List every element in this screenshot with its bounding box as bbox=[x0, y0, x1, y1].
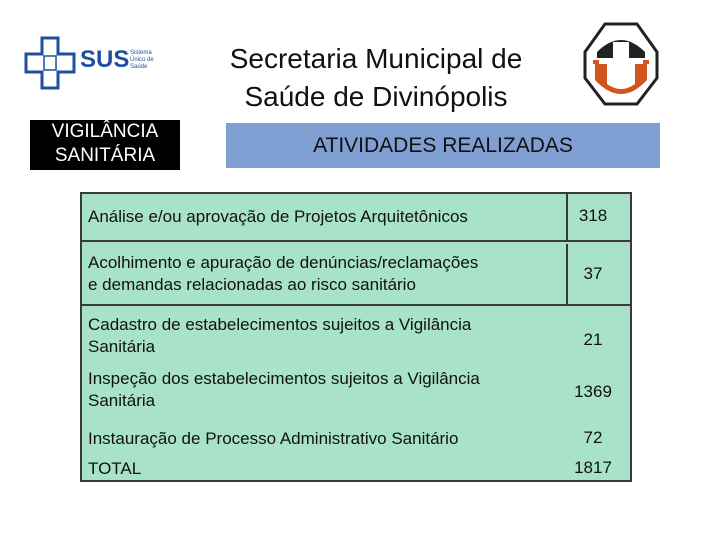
row-value: 21 bbox=[583, 330, 603, 349]
row-value: 37 bbox=[583, 264, 603, 283]
badge-line-1: VIGILÂNCIA bbox=[51, 121, 159, 142]
row-divider bbox=[82, 240, 630, 242]
sus-cross-icon bbox=[24, 36, 76, 90]
sus-logo bbox=[24, 36, 174, 90]
title-line-2: Saúde de Divinópolis bbox=[244, 81, 508, 112]
activities-table bbox=[80, 192, 632, 482]
title-line-1: Secretaria Municipal de bbox=[229, 43, 523, 74]
row-label: Instauração de Processo Administrativo Sanitário bbox=[88, 429, 459, 448]
row-label: Acolhimento e apuração de denúncias/reclamações e demandas relacionadas ao risco sanitário bbox=[88, 253, 479, 294]
row-divider bbox=[82, 304, 630, 306]
row-label: Análise e/ou aprovação de Projetos Arquitetônicos bbox=[88, 207, 468, 226]
row-label: Inspeção dos estabelecimentos sujeitos a Vigilância Sanitária bbox=[88, 369, 480, 410]
row-value: 72 bbox=[583, 428, 603, 447]
row-label: TOTAL bbox=[88, 459, 142, 478]
page-title bbox=[190, 40, 562, 116]
city-emblem-icon bbox=[583, 22, 659, 106]
row-value: 1369 bbox=[574, 382, 612, 401]
sus-logo-text: SUS bbox=[80, 46, 130, 73]
vigilancia-badge bbox=[30, 120, 180, 170]
row-label: Cadastro de estabelecimentos sujeitos a Vigilância Sanitária bbox=[88, 315, 472, 356]
sus-logo-subtitle: Sistema Único de Saúde bbox=[130, 50, 154, 70]
badge-line-2: SANITÁRIA bbox=[54, 145, 156, 166]
row-value: 318 bbox=[578, 206, 608, 225]
activities-banner: ATIVIDADES REALIZADAS bbox=[226, 123, 660, 168]
row-value: 1817 bbox=[574, 458, 612, 477]
